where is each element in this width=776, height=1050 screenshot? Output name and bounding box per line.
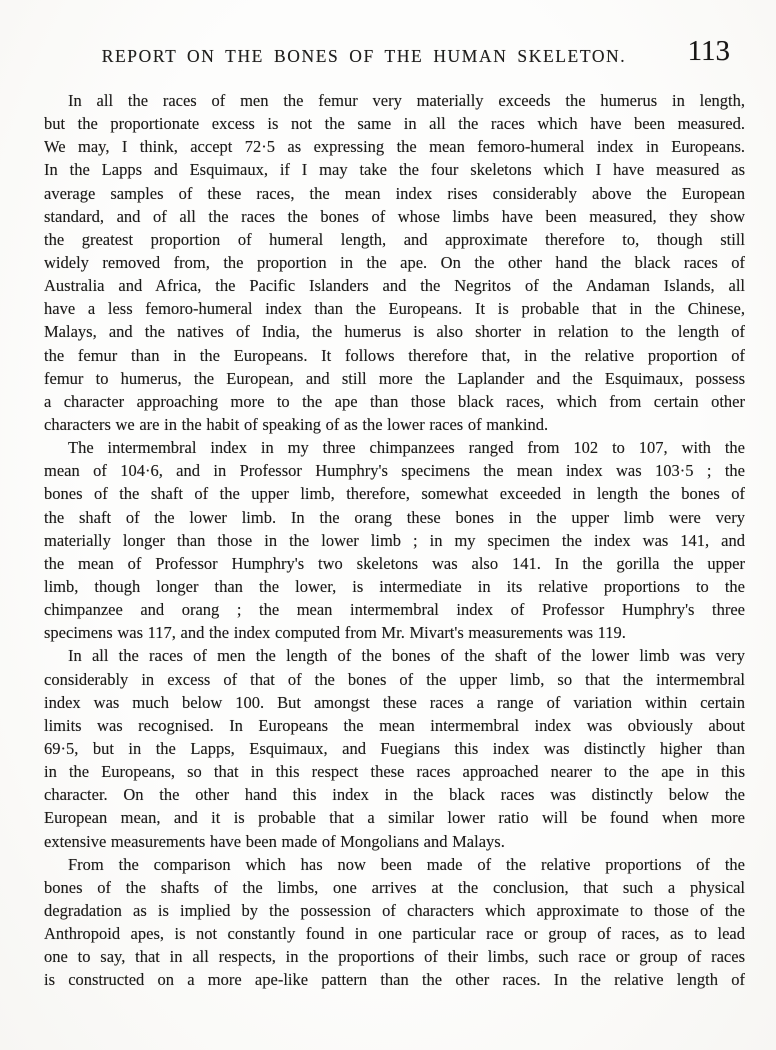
text-line: We may, I think, accept 72·5 as expressing the mean femoro-humeral index in Europeans. xyxy=(44,137,745,157)
text-line: materially longer than those in the lower limb ; in my specimen the index was 141, and xyxy=(44,530,745,550)
text-line: In all the races of men the length of the bones of the shaft of the lower limb was very xyxy=(68,646,745,666)
text-line: bones of the shaft of the upper limb, therefore, somewhat exceeded in length the bones of xyxy=(44,484,745,504)
text-line: degradation as is implied by the possession of characters which approximate to those of the xyxy=(44,900,745,920)
paragraph xyxy=(44,644,745,852)
text-line: but the proportionate excess is not the same in all the races which have been measured. xyxy=(44,114,745,134)
running-title: REPORT ON THE BONES OF THE HUMAN SKELETON. xyxy=(101,46,627,66)
text-line: extensive measurements have been made of Mongolians and Malays. xyxy=(44,831,505,851)
text-line: standard, and of all the races the bones of whose limbs have been measured, they show xyxy=(44,206,745,226)
text-line: European mean, and it is probable that a similar lower ratio will be found when more xyxy=(44,808,745,828)
text-line: average samples of these races, the mean index rises considerably above the European xyxy=(44,183,745,203)
text-line: 69·5, but in the Lapps, Esquimaux, and Fuegians this index was distinctly higher than xyxy=(44,738,745,758)
text-line: the femur than in the Europeans. It follows therefore that, in the relative proportion of xyxy=(44,345,745,365)
text-line: the mean of Professor Humphry's two skeletons was also 141. In the gorilla the upper xyxy=(44,553,745,573)
paragraph xyxy=(44,853,745,992)
running-head xyxy=(44,35,744,70)
text-line: In all the races of men the femur very materially exceeds the humerus in length, xyxy=(68,91,745,110)
text-line: limb, though longer than the lower, is intermediate in its relative proportions to the xyxy=(44,576,745,596)
text-line: From the comparison which has now been made of the relative proportions of the xyxy=(68,854,745,874)
text-line: bones of the shafts of the limbs, one arrives at the conclusion, that such a physical xyxy=(44,877,745,897)
text-line: Anthropoid apes, is not constantly found in one particular race or group of races, as to lead xyxy=(44,924,745,944)
text-line: Malays, and the natives of India, the humerus is also shorter in relation to the length of xyxy=(44,322,745,342)
text-line: Australia and Africa, the Pacific Islanders and the Negritos of the Andaman Islands, all xyxy=(44,276,745,296)
text-line: one to say, that in all respects, in the proportions of their limbs, such race or group of races xyxy=(44,947,745,967)
text-line: in the Europeans, so that in this respect these races approached nearer to the ape in this xyxy=(44,762,745,782)
text-line: In the Lapps and Esquimaux, if I may take the four skeletons which I have measured as xyxy=(44,160,745,180)
text-line: femur to humerus, the European, and still more the Laplander and the Esquimaux, possess xyxy=(44,368,745,388)
body-text xyxy=(44,89,745,991)
text-line: The intermembral index in my three chimpanzees ranged from 102 to 107, with the xyxy=(68,438,745,458)
text-line: have a less femoro-humeral index than the Europeans. It is probable that in the Chinese, xyxy=(44,299,745,319)
text-line: character. On the other hand this index in the black races was distinctly below the xyxy=(44,785,745,805)
page-number: 113 xyxy=(687,35,730,67)
text-line: the greatest proportion of humeral length, and approximate therefore to, though still xyxy=(44,229,745,249)
text-line: chimpanzee and orang ; the mean intermembral index of Professor Humphry's three xyxy=(44,600,745,620)
text-line: a character approaching more to the ape than those black races, which from certain other xyxy=(44,391,745,411)
text-line: limits was recognised. In Europeans the mean intermembral index was obviously about xyxy=(44,715,745,735)
paragraph xyxy=(44,436,745,644)
text-line: index was much below 100. But amongst these races a range of variation within certain xyxy=(44,692,745,712)
text-line: considerably in excess of that of the bones of the upper limb, so that the intermembral xyxy=(44,669,745,689)
paragraph xyxy=(44,89,745,436)
text-line: characters we are in the habit of speaking of as the lower races of mankind. xyxy=(44,414,549,434)
text-line: widely removed from, the proportion in the ape. On the other hand the black races of xyxy=(44,252,745,272)
text-line: the shaft of the lower limb. In the orang these bones in the upper limb were very xyxy=(44,507,745,527)
text-line: mean of 104·6, and in Professor Humphry's specimens the mean index was 103·5 ; the xyxy=(44,461,745,481)
text-line: is constructed on a more ape-like pattern than the other races. In the relative length of xyxy=(44,970,745,990)
text-line: specimens was 117, and the index computed from Mr. Mivart's measurements was 119. xyxy=(44,623,626,643)
